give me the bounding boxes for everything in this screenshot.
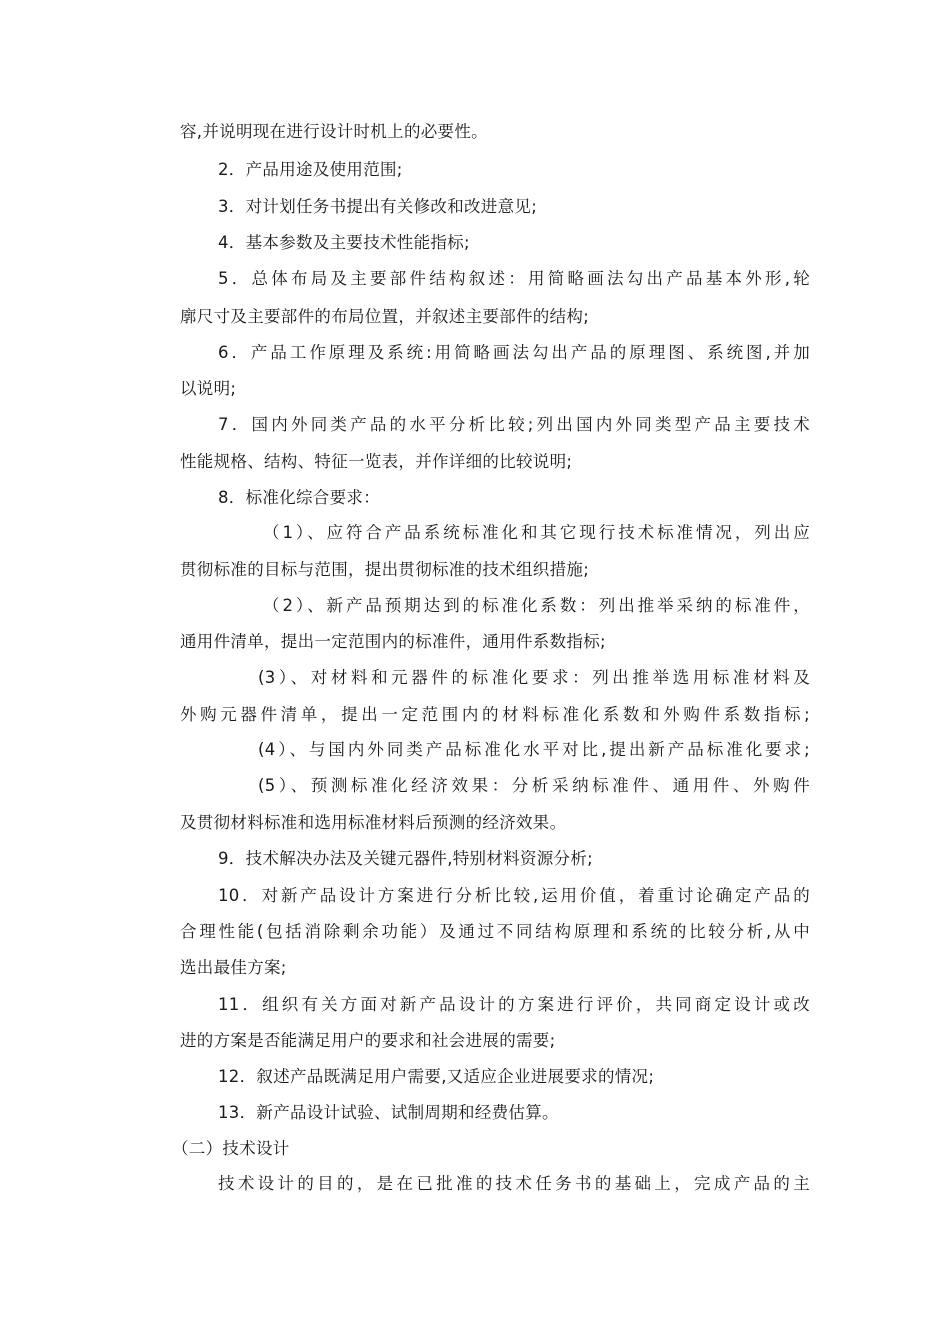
list-item-8: 8．标准化综合要求： (218, 488, 380, 507)
sub-item-3: (3）、对材料和元器件的标准化要求：列出推举选用标准材料及 (258, 668, 810, 687)
list-item-3: 3．对计划任务书提出有关修改和改进意见; (218, 197, 538, 216)
sub-item-5: (5）、预测标准化经济效果：分析采纳标准件、通用件、外购件 (258, 776, 810, 795)
section-paragraph: 技术设计的目的，是在已批准的技术任务书的基础上，完成产品的主 (218, 1174, 810, 1193)
section-heading: （二）技术设计 (172, 1139, 290, 1158)
sub-item-4: (4）、与国内外同类产品标准化水平对比,提出新产品标准化要求; (258, 740, 810, 759)
list-item-10-cont: 合理性能(包括消除剩余功能）及通过不同结构原理和系统的比较分析,从中 (180, 922, 810, 941)
list-item-9: 9．技术解决办法及关键元器件,特别材料资源分析; (218, 849, 594, 868)
list-item-7-cont: 性能规格、结构、特征一览表，并作详细的比较说明; (180, 452, 573, 471)
sub-item-2-cont: 通用件清单，提出一定范围内的标准件，通用件系数指标; (180, 632, 606, 651)
list-item-12: 12．叙述产品既满足用户需要,又适应企业进展要求的情况; (218, 1067, 655, 1086)
list-item-10: 10．对新产品设计方案进行分析比较,运用价值，着重讨论确定产品的 (218, 886, 810, 905)
list-item-10-cont2: 选出最佳方案; (180, 958, 287, 977)
sub-item-3-cont: 外购元器件清单，提出一定范围内的材料标准化系数和外购件系数指标; (180, 705, 810, 724)
list-item-2: 2．产品用途及使用范围; (218, 160, 403, 179)
sub-item-2: （2）、新产品预期达到的标准化系数：列出推举采纳的标准件， (263, 596, 810, 615)
list-item-4: 4．基本参数及主要技术性能指标; (218, 233, 470, 252)
list-item-5: 5．总体布局及主要部件结构叙述：用简略画法勾出产品基本外形,轮 (218, 269, 810, 288)
list-item-13: 13．新产品设计试验、试制周期和经费估算。 (218, 1103, 559, 1122)
sub-item-5-cont: 及贯彻材料标准和选用标准材料后预测的经济效果。 (180, 813, 567, 832)
paragraph-line: 容,并说明现在进行设计时机上的必要性。 (180, 122, 488, 141)
list-item-11: 11．组织有关方面对新产品设计的方案进行评价，共同商定设计或改 (218, 995, 810, 1014)
sub-item-1: （1）、应符合产品系统标准化和其它现行技术标准情况，列出应 (263, 523, 810, 542)
list-item-6: 6．产品工作原理及系统:用简略画法勾出产品的原理图、系统图,并加 (218, 343, 810, 362)
list-item-7: 7．国内外同类产品的水平分析比较;列出国内外同类型产品主要技术 (218, 415, 810, 434)
list-item-6-cont: 以说明; (180, 379, 237, 398)
list-item-5-cont: 廓尺寸及主要部件的布局位置，并叙述主要部件的结构; (180, 307, 590, 326)
sub-item-1-cont: 贯彻标准的目标与范围，提出贯彻标准的技术组织措施; (180, 560, 590, 579)
list-item-11-cont: 进的方案是否能满足用户的要求和社会进展的需要; (180, 1031, 556, 1050)
